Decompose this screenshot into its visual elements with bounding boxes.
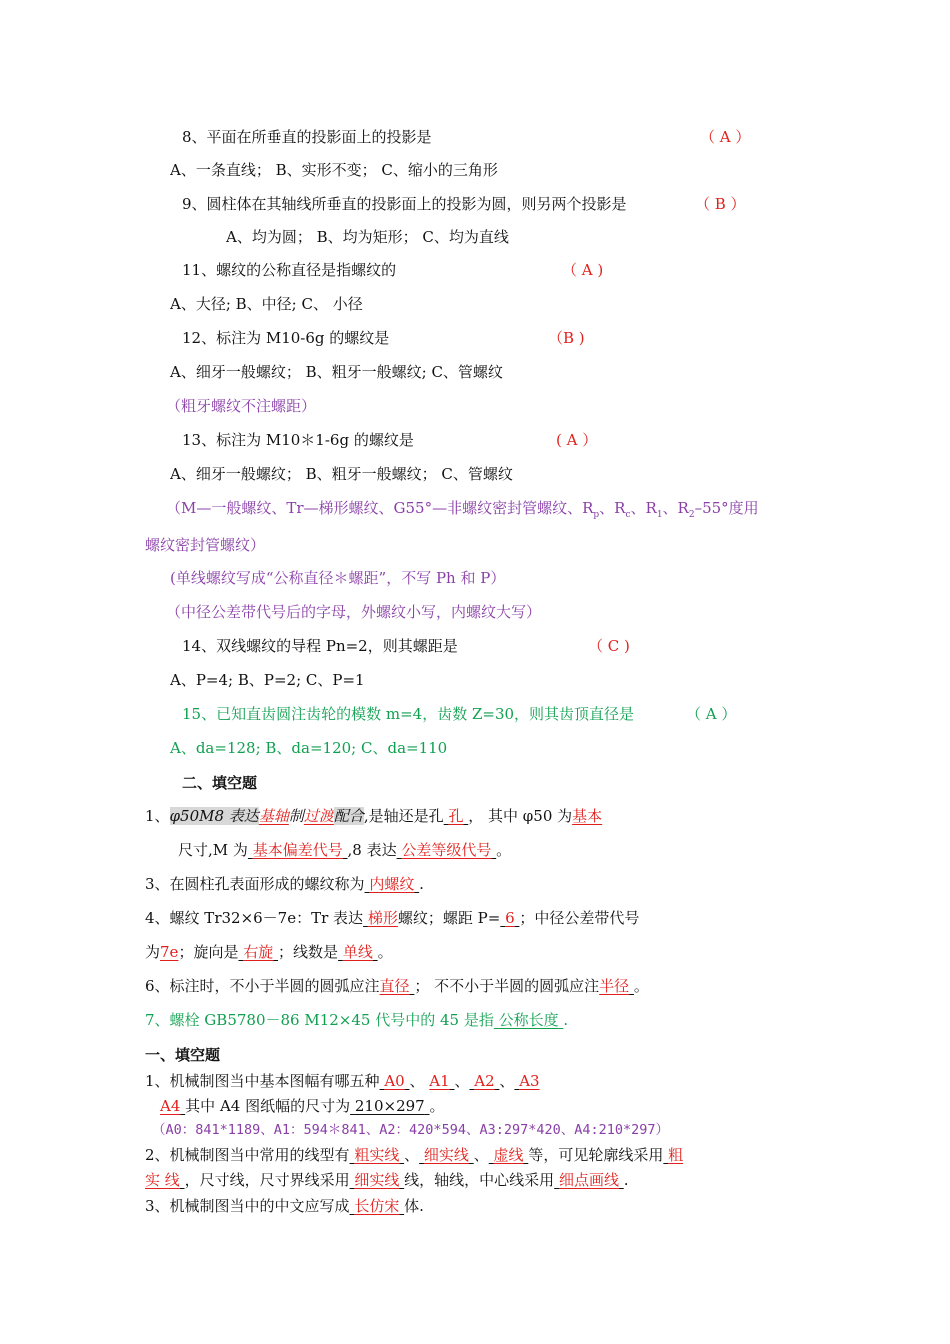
question-13-note-tolerance: （中径公差带代号后的字母，外螺纹小写，内螺纹大写）	[166, 603, 542, 621]
question-15-stem: 15、已知直齿圆注齿轮的模数 m=4，齿数 Z=30，则其齿顶直径是	[182, 705, 635, 723]
question-11-stem: 11、螺纹的公称直径是指螺纹的	[182, 261, 397, 279]
question-9-options: A、均为圆； B、均为矩形； C、均为直线	[226, 228, 509, 246]
fill-3: 3、在圆柱孔表面形成的螺纹称为 内螺纹 .	[145, 875, 424, 893]
fill-g3: 3、机械制图当中的中文应写成 长仿宋 体.	[145, 1197, 424, 1215]
question-12-stem: 12、标注为 M10-6g 的螺纹是	[182, 329, 390, 347]
question-14-options: A、P=4; B、P=2; C、P=1	[170, 671, 365, 689]
fill-g1-note: （A0：841*1189、A1：594＊841、A2：420*594、A3:297*420、A4:210*297）	[152, 1122, 670, 1138]
fill-g1-line-2: A4 其中 A4 图纸幅的尺寸为 210×297 。	[160, 1097, 445, 1115]
question-9-answer: （ B ）	[695, 195, 746, 213]
question-13-options: A、细牙一般螺纹； B、粗牙一般螺纹； C、管螺纹	[170, 465, 513, 483]
question-13-note-thread-types-cont: 螺纹密封管螺纹）	[145, 536, 266, 554]
fill-g2-line-1: 2、机械制图当中常用的线型有 粗实线 、 细实线 、 虚线 等，可见轮廓线采用 粗	[145, 1146, 684, 1164]
question-8-stem: 8、平面在所垂直的投影面上的投影是	[182, 128, 432, 146]
question-14-stem: 14、双线螺纹的导程 Pn=2，则其螺距是	[182, 637, 458, 655]
question-12-note: （粗牙螺纹不注螺距）	[166, 397, 317, 415]
question-13-note-single-thread: (单线螺纹写成“公称直径＊螺距”，不写 Ph 和 P）	[170, 569, 506, 587]
question-15-options: A、da=128; B、da=120; C、da=110	[170, 739, 448, 757]
question-8-answer: （ A ）	[700, 128, 751, 146]
fill-6: 6、标注时，不小于半圆的圆弧应注直径 ； 不不小于半圆的圆弧应注半径 。	[145, 977, 649, 995]
fill-1-line-2: 尺寸,M 为 基本偏差代号 ,8 表达 公差等级代号 。	[178, 841, 512, 859]
section-title-fill-in-2: 一、填空题	[145, 1046, 221, 1064]
question-11-answer: （ A )	[562, 261, 604, 279]
fill-g2-line-2: 实 线 ，尺寸线，尺寸界线采用 细实线 线，轴线，中心线采用 细点画线 .	[145, 1171, 629, 1189]
fill-g1-line-1: 1、机械制图当中基本图幅有哪五种 A0 、 A1 、 A2 、 A3	[145, 1072, 540, 1090]
question-11-options: A、大径; B、中径; C、 小径	[170, 295, 363, 313]
question-13-note-thread-types: （M—一般螺纹、Tr—梯形螺纹、G55°—非螺纹密封管螺纹、$R_p$、$R_c$、$R_1$、$R_2-55^\circ$度用	[166, 499, 759, 520]
fill-7: 7、螺栓 GB5780－86 M12×45 代号中的 45 是指 公称长度 .	[145, 1011, 569, 1029]
question-9-stem: 9、圆柱体在其轴线所垂直的投影面上的投影为圆，则另两个投影是	[182, 195, 627, 213]
question-13-answer: ( A ）	[556, 431, 598, 449]
question-14-answer: （ C )	[588, 637, 630, 655]
question-8-options: A、一条直线； B、实形不变； C、缩小的三角形	[170, 161, 498, 179]
question-15-answer: （ A ）	[686, 705, 737, 723]
question-12-answer: （B )	[548, 329, 585, 347]
fill-1-line-1: 1、φ50M8 表达基轴制过渡配合,是轴还是孔 孔 ， 其中 φ50 为基本	[145, 807, 603, 825]
question-13-stem: 13、标注为 M10＊1-6g 的螺纹是	[182, 431, 414, 449]
fill-4-line-2: 为7e；旋向是 右旋 ；线数是 单线 。	[145, 943, 393, 961]
question-12-options: A、细牙一般螺纹； B、粗牙一般螺纹; C、管螺纹	[170, 363, 503, 381]
fill-4-line-1: 4、螺纹 Tr32×6－7e：Tr 表达 梯形螺纹；螺距 P= 6 ；中径公差带代号	[145, 909, 640, 927]
section-title-fill-in: 二、填空题	[182, 774, 258, 792]
